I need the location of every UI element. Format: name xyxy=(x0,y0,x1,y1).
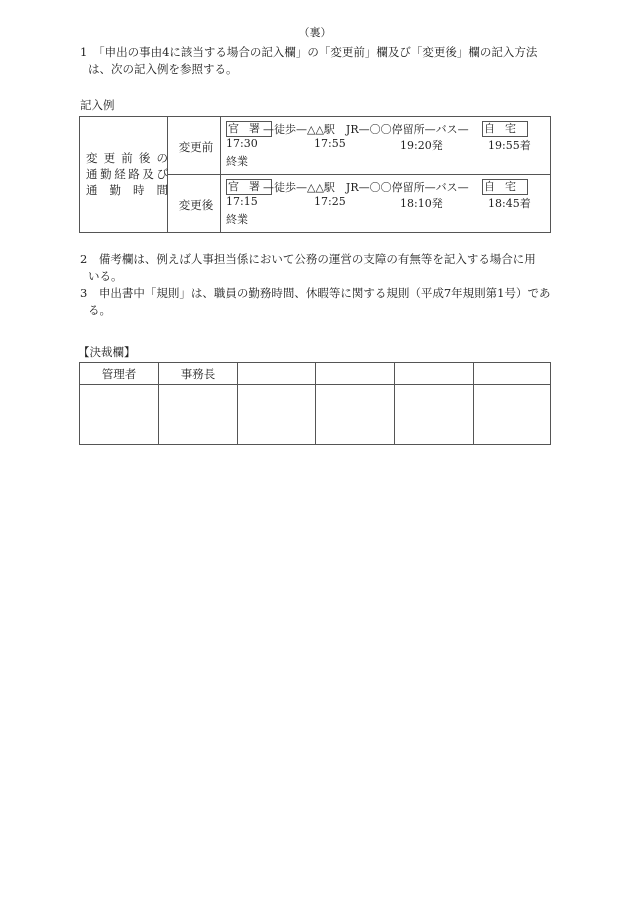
row-header xyxy=(86,150,168,198)
approval-table xyxy=(79,362,551,445)
row-header-line-2: 通 勤 経 路 及 び xyxy=(86,167,168,181)
divider xyxy=(167,174,550,175)
row-header-line-1: 変 更 前 後 の xyxy=(86,151,168,165)
route-after xyxy=(226,179,546,227)
end-box: 自宅 xyxy=(484,122,526,135)
route-line xyxy=(226,179,546,195)
route-path: —徒歩—△△駅 JR—〇〇停留所—バス— xyxy=(263,181,469,194)
note-3-line-1: 3 申出書中「規則」は、職員の勤務時間、休暇等に関する規則（平成7年規則第1号）であ xyxy=(80,286,551,300)
start-box: 官署 xyxy=(228,180,270,193)
approval-caption: 【決裁欄】 xyxy=(78,345,136,359)
approval-stamp-cell[interactable] xyxy=(238,385,316,444)
example-table xyxy=(79,116,551,233)
row-label-after: 変更後 xyxy=(178,198,214,212)
approval-stamp-cell[interactable] xyxy=(395,385,473,444)
route-line xyxy=(226,121,546,137)
start-box: 官署 xyxy=(228,122,270,135)
times-line xyxy=(226,137,546,153)
time-depart-office: 17:15 xyxy=(226,195,258,208)
note-3-line-2: る。 xyxy=(88,303,111,317)
time-arrive-home: 19:55着 xyxy=(488,139,531,152)
row-label-before: 変更前 xyxy=(178,140,214,154)
end-box: 自宅 xyxy=(484,180,526,193)
time-bus-depart: 19:20発 xyxy=(400,139,443,152)
time-station: 17:55 xyxy=(314,137,346,150)
route-path: —徒歩—△△駅 JR—〇〇停留所—バス— xyxy=(263,123,469,136)
note-2-line-1: 2 備考欄は、例えば人事担当係において公務の運営の支障の有無等を記入する場合に用 xyxy=(80,252,536,266)
approval-stamp-cell[interactable] xyxy=(159,385,237,444)
time-bus-depart: 18:10発 xyxy=(400,197,443,210)
approval-stamp-cell[interactable] xyxy=(474,385,552,444)
note-1-line-2: は、次の記入例を参照する。 xyxy=(88,62,238,76)
note-2-line-2: いる。 xyxy=(88,269,123,283)
approval-header-secretary: 事務長 xyxy=(180,367,216,381)
page-side-label: （裏） xyxy=(298,26,332,39)
time-arrive-home: 18:45着 xyxy=(488,197,531,210)
remark: 終業 xyxy=(226,213,248,226)
remark: 終業 xyxy=(226,155,248,168)
route-before xyxy=(226,121,546,169)
example-caption: 記入例 xyxy=(80,98,115,112)
time-depart-office: 17:30 xyxy=(226,137,258,150)
approval-stamp-cell[interactable] xyxy=(316,385,394,444)
approval-header-manager: 管理者 xyxy=(101,367,137,381)
row-header-line-3: 通 勤 時 間 xyxy=(86,183,168,197)
note-1-line-1: 1 「申出の事由4に該当する場合の記入欄」の「変更前」欄及び「変更後」欄の記入方法 xyxy=(80,45,538,59)
times-line xyxy=(226,195,546,211)
approval-stamp-cell[interactable] xyxy=(80,385,158,444)
time-station: 17:25 xyxy=(314,195,346,208)
